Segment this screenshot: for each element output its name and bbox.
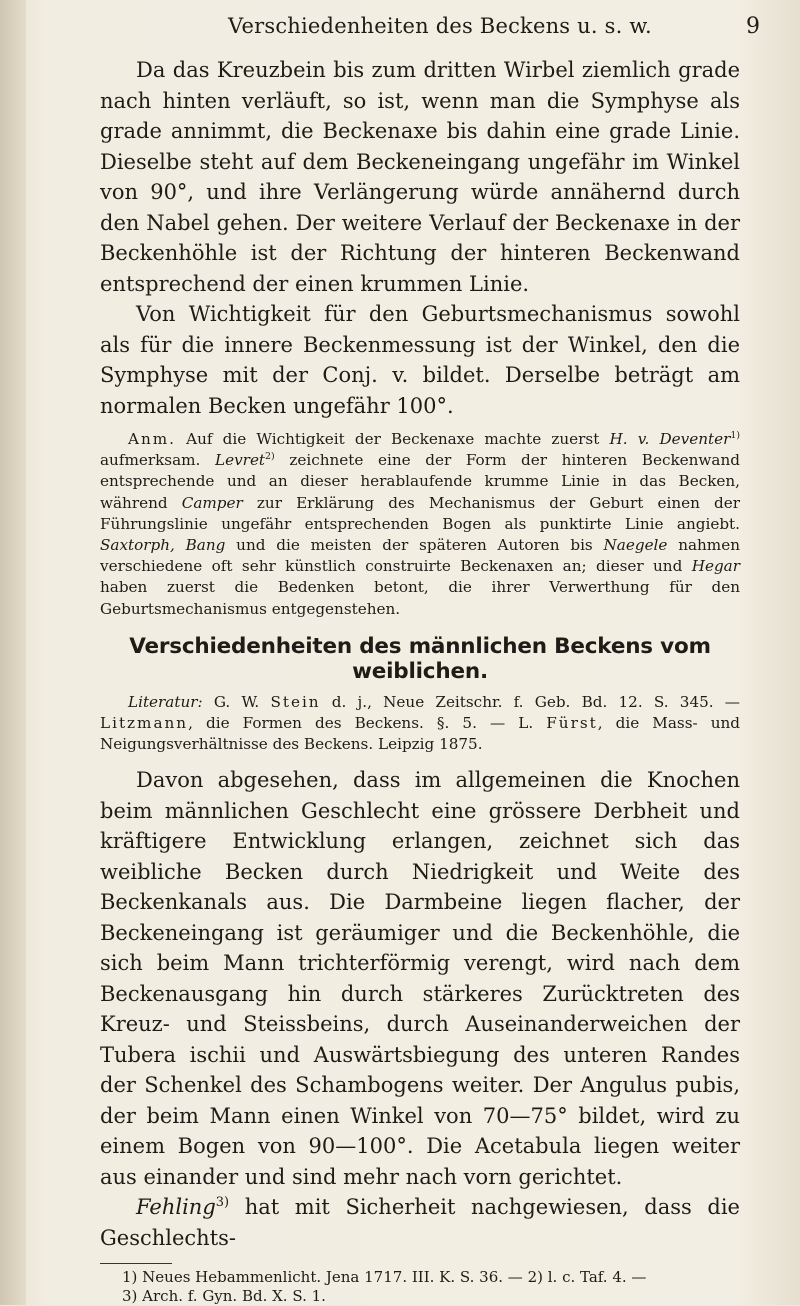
footnote-line: 3) Arch. f. Gyn. Bd. X. S. 1. — [122, 1287, 326, 1306]
anm-text: haben zuerst die Bedenken betont, die ihrer Verwerthung für den Geburtsmechanismus entgegenstehen. — [100, 578, 740, 618]
footnote-ref: 3) — [215, 1195, 230, 1211]
anm-text: Auf die Wichtigkeit der Beckenaxe machte zuerst — [175, 430, 610, 448]
literatur-author: Fürst — [546, 714, 598, 733]
literatur-text: G. W. — [202, 692, 271, 711]
footnote-rule — [100, 1263, 172, 1264]
paragraph-fehling-text: hat mit Sicherheit nachgewiesen, dass die Geschlechts- — [100, 1195, 740, 1250]
page-content — [100, 55, 740, 1306]
anm-author: Levret — [215, 451, 266, 470]
literatur — [100, 692, 740, 756]
literatur-label: Literatur: — [128, 692, 203, 711]
literatur-text: , die Mass- und Neigungsverhältnisse des Beckens. Leipzig 1875. — [100, 714, 740, 754]
section-title: Verschiedenheiten des männlichen Beckens vom weiblichen. — [129, 633, 711, 684]
running-title: Verschiedenheiten des Beckens u. s. w. — [228, 14, 652, 38]
anm-text: nahmen verschiedene oft sehr künstlich construirte Beckenaxen an; dieser und — [100, 536, 740, 576]
running-head — [120, 14, 760, 44]
paragraph-beckenaxe: Da das Kreuzbein bis zum dritten Wirbel ziemlich grade nach hinten verläuft, so ist, wenn man die Symphyse als grade annimmt, die Beckenaxe bis dahin eine grade Linie. Dieselbe steht auf dem Beckeneingang ungefähr im Winkel von 90°, und ihre Verlängerung würde annähernd durch den Nabel gehen. Der weitere Verlauf der Beckenaxe in der Beckenhöhle ist der Richtung der hinteren Beckenwand entsprechend der einen krummen Linie. — [100, 58, 740, 296]
paragraph-fehling — [100, 1192, 740, 1253]
literatur-text: d. j., Neue Zeitschr. f. Geb. Bd. 12. S. 345. — — [320, 692, 740, 711]
anm-author: Camper — [181, 493, 243, 512]
anm-author: Hegar — [691, 557, 740, 576]
anm-text: aufmerksam. — [100, 451, 216, 470]
footnote-line: 1) Neues Hebammenlicht. Jena 1717. III. K. S. 36. — 2) l. c. Taf. 4. — — [122, 1268, 647, 1287]
anm-text: zur Erklärung des Mechanismus der Geburt einen der Führungslinie ungefähr entsprechenden Bogen als punktirte Linie angiebt. — [100, 493, 740, 533]
paragraph-winkel: Von Wichtigkeit für den Geburtsmechanismus sowohl als für die innere Beckenmessung ist der Winkel, den die Symphyse mit der Conj. v. bildet. Derselbe beträgt am normalen Becken ungefähr 100°. — [100, 302, 740, 418]
anm-text: zeichnete eine der Form der hinteren Beckenwand entsprechende und an dieser herablaufende krumme Linie in das Becken, während — [100, 451, 740, 512]
anm-author: Saxtorph, Bang — [100, 536, 226, 555]
anm-author: Naegele — [603, 536, 668, 555]
paragraph-unterschiede: Davon abgesehen, dass im allgemeinen die Knochen beim männlichen Geschlecht eine grössere Derbheit und kräftigere Entwicklung erlangen, zeichnet sich das weibliche Becken durch Niedrigkeit und Weite des Beckenkanals aus. Die Darmbeine liegen flacher, der Beckeneingang ist geräumiger und die Beckenhöhle, die sich beim Mann trichterförmig verengt, wird nach dem Beckenausgang hin durch stärkeres Zurücktreten des Kreuz- und Steissbeins, durch Auseinanderweichen der Tubera ischii und Auswärtsbiegung des unteren Randes der Schenkel des Schambogens weiter. Der Angulus pubis, der beim Mann einen Winkel von 70—75° bildet, wird zu einem Bogen von 90—100°. Die Acetabula liegen weiter aus einander und sind mehr nach vorn gerichtet. — [100, 768, 740, 1189]
page-gutter — [0, 0, 26, 1305]
literatur-text: , die Formen des Beckens. §. 5. — L. — [188, 714, 547, 733]
anm-footnote-ref: 2) — [265, 451, 275, 463]
anm-footnote-ref: 1) — [730, 429, 740, 441]
anm-author: H. v. Deventer — [609, 430, 731, 448]
literatur-author: Litzmann — [100, 714, 189, 733]
page-number: 9 — [746, 14, 760, 39]
author-fehling: Fehling — [136, 1195, 216, 1220]
literatur-author: Stein — [270, 692, 321, 711]
anm-text: und die meisten der späteren Autoren bis — [225, 536, 604, 555]
anm-label: Anm. — [128, 430, 176, 448]
anmerkung — [100, 429, 740, 620]
